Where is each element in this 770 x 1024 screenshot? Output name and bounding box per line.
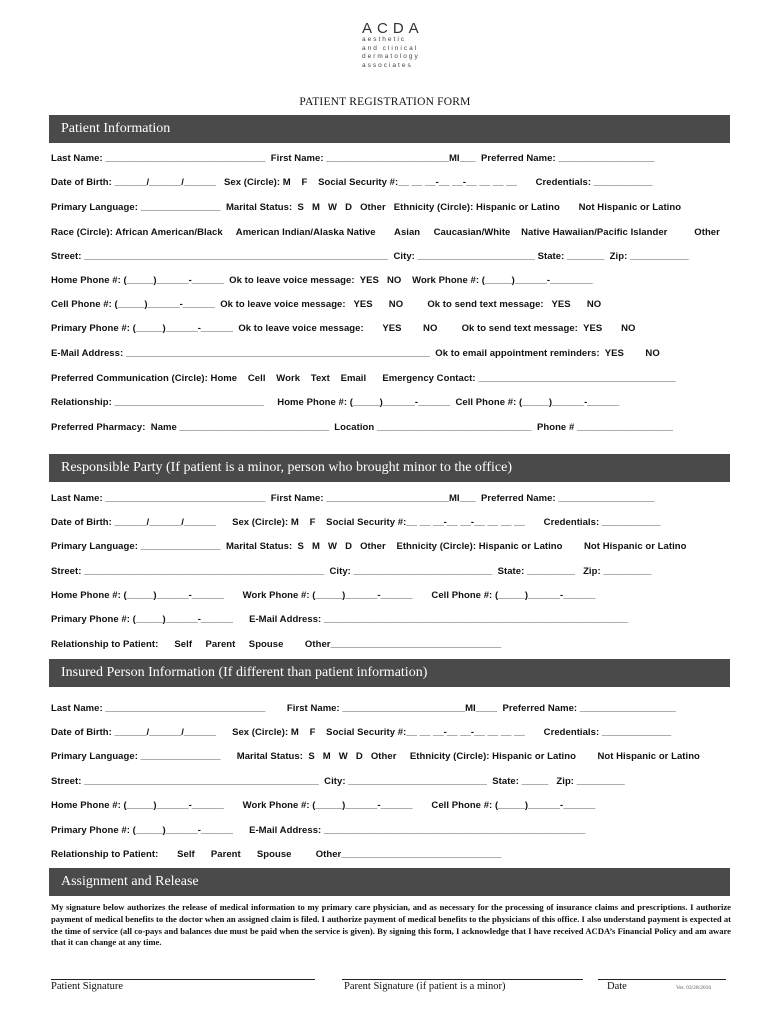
patient-relationship-row[interactable]: Relationship: ____________________________ Home Phone #: (_____)______-______ Cell Phone #: (_____)______-______ (51, 397, 620, 408)
section-header-patient-information: Patient Information (49, 115, 730, 143)
logo-line: and clinical (362, 44, 419, 52)
patient-name-row[interactable]: Last Name: ______________________________ First Name: _______________________MI___ Preferred Name: __________________ (51, 153, 655, 164)
logo-line: dermatology (362, 53, 420, 60)
section-header-assignment-release: Assignment and Release (49, 868, 730, 896)
logo-line: associates (362, 61, 413, 69)
date-line[interactable] (598, 979, 726, 980)
patient-home-phone-row[interactable]: Home Phone #: (_____)______-______ Ok to leave voice message: YES NO Work Phone #: (_____)______-________ (51, 275, 593, 286)
insured-relationship-row[interactable]: Relationship to Patient: Self Parent Spouse Other______________________________ (51, 849, 502, 860)
parent-signature-line[interactable] (342, 979, 583, 980)
patient-email-row[interactable]: E-Mail Address: _________________________________________________________ Ok to email appointment reminders: YES NO (51, 348, 660, 359)
logo-line: aesthetic (362, 36, 407, 43)
patient-cell-phone-row[interactable]: Cell Phone #: (_____)______-______ Ok to leave voice message: YES NO Ok to send text message: YES NO (51, 299, 602, 310)
assignment-release-text: My signature below authorizes the release of medical information to my primary care physician, and as necessary for the processing of insurance claims and prescriptions. I authorize payment of medical benefits to the doctor when an assigned claim is filed. I authorize payment of medical benefits to the physicians of this office. I also understand payment is expected at the time of service (all co-pays and balances due must be paid when the service is given). By signing this form, I acknowledge that I have received ACDA’s Financial Policy and am aware that it can change at any time. (51, 902, 731, 948)
patient-signature-line[interactable] (51, 979, 315, 980)
insured-language-row[interactable]: Primary Language: _______________ Marital Status: S M W D Other Ethnicity (Circle): Hispanic or Latino Not Hispanic or Latino (51, 751, 700, 762)
responsible-phones-row[interactable]: Home Phone #: (_____)______-______ Work Phone #: (_____)______-______ Cell Phone #: (_____)______-______ (51, 590, 596, 601)
insured-email-row[interactable]: Primary Phone #: (_____)______-______ E-Mail Address: _________________________________________________ (51, 825, 586, 836)
date-label: Date (607, 981, 627, 992)
responsible-language-row[interactable]: Primary Language: _______________ Marital Status: S M W D Other Ethnicity (Circle): Hispanic or Latino Not Hispanic or Latino (51, 541, 687, 552)
insured-phones-row[interactable]: Home Phone #: (_____)______-______ Work Phone #: (_____)______-______ Cell Phone #: (_____)______-______ (51, 800, 596, 811)
responsible-dob-row[interactable]: Date of Birth: ______/______/______ Sex (Circle): M F Social Security #:__ __ __-__ __-__ __ __ __ Credentials: ___________ (51, 517, 661, 528)
patient-street-row[interactable]: Street: _________________________________________________________ City: ______________________ State: _______ Zip: ___________ (51, 251, 689, 262)
responsible-name-row[interactable]: Last Name: ______________________________ First Name: _______________________MI___ Preferred Name: __________________ (51, 493, 655, 504)
parent-signature-label: Parent Signature (if patient is a minor) (344, 981, 506, 992)
patient-primary-phone-row[interactable]: Primary Phone #: (_____)______-______ Ok to leave voice message: YES NO Ok to send text message: YES NO (51, 323, 636, 334)
responsible-relationship-row[interactable]: Relationship to Patient: Self Parent Spouse Other________________________________ (51, 639, 502, 650)
acda-logo (362, 22, 442, 70)
patient-communication-row[interactable]: Preferred Communication (Circle): Home Cell Work Text Email Emergency Contact: _____________________________________ (51, 373, 676, 384)
version-label: Ver. 03/28/2016 (676, 985, 712, 991)
patient-language-row[interactable]: Primary Language: _______________ Marital Status: S M W D Other Ethnicity (Circle): Hispanic or Latino Not Hispanic or Latino (51, 202, 682, 213)
patient-race-row[interactable]: Race (Circle): African American/Black American Indian/Alaska Native Asian Caucasian/White Native Hawaiian/Pacific Islander Other (51, 227, 720, 238)
section-header-insured-person: Insured Person Information (If different than patient information) (49, 659, 730, 687)
insured-name-row[interactable]: Last Name: ______________________________ First Name: _______________________MI____ Preferred Name: __________________ (51, 703, 676, 714)
section-header-responsible-party: Responsible Party (If patient is a minor, person who brought minor to the office) (49, 454, 730, 482)
logo-title: ACDA (362, 20, 424, 37)
insured-street-row[interactable]: Street: ____________________________________________ City: __________________________ State: _____ Zip: _________ (51, 776, 625, 787)
insured-dob-row[interactable]: Date of Birth: ______/______/______ Sex (Circle): M F Social Security #:__ __ __-__ __-__ __ __ __ Credentials: _____________ (51, 727, 672, 738)
patient-dob-row[interactable]: Date of Birth: ______/______/______ Sex (Circle): M F Social Security #:__ __ __-__ __-__ __ __ __ Credentials: ___________ (51, 177, 653, 188)
form-title: PATIENT REGISTRATION FORM (299, 96, 471, 108)
patient-pharmacy-row[interactable]: Preferred Pharmacy: Name ____________________________ Location _____________________________ Phone # __________________ (51, 422, 673, 433)
responsible-email-row[interactable]: Primary Phone #: (_____)______-______ E-Mail Address: _________________________________________________________ (51, 614, 628, 625)
patient-signature-label: Patient Signature (51, 981, 124, 992)
responsible-street-row[interactable]: Street: _____________________________________________ City: __________________________ State: _________ Zip: _________ (51, 566, 652, 577)
